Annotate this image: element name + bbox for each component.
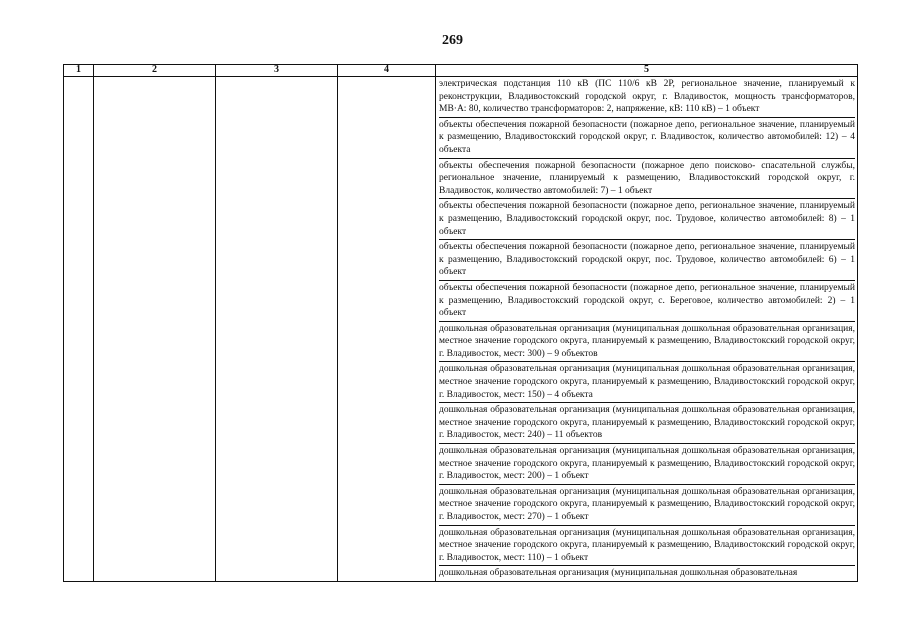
object-entry: дошкольная образовательная организация (муниципальная дошкольная образовательная организация, местное значение городского округа, планируемый к размещению, Владивостокский городской округ, г. Владивосток, мест: 200) – 1 объект [439, 443, 855, 484]
object-entry: объекты обеспечения пожарной безопасности (пожарное депо, региональное значение, планируемый к размещению, Владивостокский городской округ, пос. Трудовое, количество автомобилей: 6) – 1 объект [439, 239, 855, 280]
object-entry: дошкольная образовательная организация (муниципальная дошкольная образовательная организация, местное значение городского округа, планируемый к размещению, Владивостокский городской округ, г. Владивосток, мест: 150) – 4 объекта [439, 361, 855, 402]
object-entry: объекты обеспечения пожарной безопасности (пожарное депо, региональное значение, планируемый к размещению, Владивостокский городской округ, г. Владивосток, количество автомобилей: 12) – 4 объекта [439, 117, 855, 158]
column-3-cell [216, 77, 338, 582]
column-5-cell [436, 77, 858, 582]
object-entry: дошкольная образовательная организация (муниципальная дошкольная образовательная организация, местное значение городского округа, планируемый к размещению, Владивостокский городской округ, г. Владивосток, мест: 300) – 9 объектов [439, 321, 855, 362]
object-entry: объекты обеспечения пожарной безопасности (пожарное депо поисково- спасательной службы, региональное значение, планируемый к размещению, Владивостокский городской округ, г. Владивосток, количество автомобилей: 7) – 1 объект [439, 158, 855, 199]
table-row [64, 77, 858, 582]
column-4-cell [338, 77, 436, 582]
column-header-3: 3 [216, 65, 338, 77]
continuation-table [63, 64, 858, 582]
object-entry: дошкольная образовательная организация (муниципальная дошкольная образовательная [439, 565, 855, 581]
object-entry: объекты обеспечения пожарной безопасности (пожарное депо, региональное значение, планируемый к размещению, Владивостокский городской округ, с. Береговое, количество автомобилей: 2) – 1 объект [439, 280, 855, 321]
object-entry: дошкольная образовательная организация (муниципальная дошкольная образовательная организация, местное значение городского округа, планируемый к размещению, Владивостокский городской округ, г. Владивосток, мест: 110) – 1 объект [439, 525, 855, 566]
column-2-cell [94, 77, 216, 582]
header-row [64, 65, 858, 77]
object-entry: электрическая подстанция 110 кВ (ПС 110/6 кВ 2Р, региональное значение, планируемый к реконструкции, Владивостокский городской округ, г. Владивосток, мощность трансформаторов, МВ·А: 80, количество трансформаторов: 2, напряжение, кВ: 110 кВ) – 1 объект [439, 79, 855, 115]
column-header-4: 4 [338, 65, 436, 77]
page-number: 269 [442, 33, 463, 48]
object-entry: дошкольная образовательная организация (муниципальная дошкольная образовательная организация, местное значение городского округа, планируемый к размещению, Владивостокский городской округ, г. Владивосток, мест: 240) – 11 объектов [439, 402, 855, 443]
object-entry: дошкольная образовательная организация (муниципальная дошкольная образовательная организация, местное значение городского округа, планируемый к размещению, Владивостокский городской округ, г. Владивосток, мест: 270) – 1 объект [439, 484, 855, 525]
object-entry: объекты обеспечения пожарной безопасности (пожарное депо, региональное значение, планируемый к размещению, Владивостокский городской округ, пос. Трудовое, количество автомобилей: 8) – 1 объект [439, 198, 855, 239]
column-header-2: 2 [94, 65, 216, 77]
column-1-cell [64, 77, 94, 582]
column-header-5: 5 [436, 65, 858, 77]
column-header-1: 1 [64, 65, 94, 77]
